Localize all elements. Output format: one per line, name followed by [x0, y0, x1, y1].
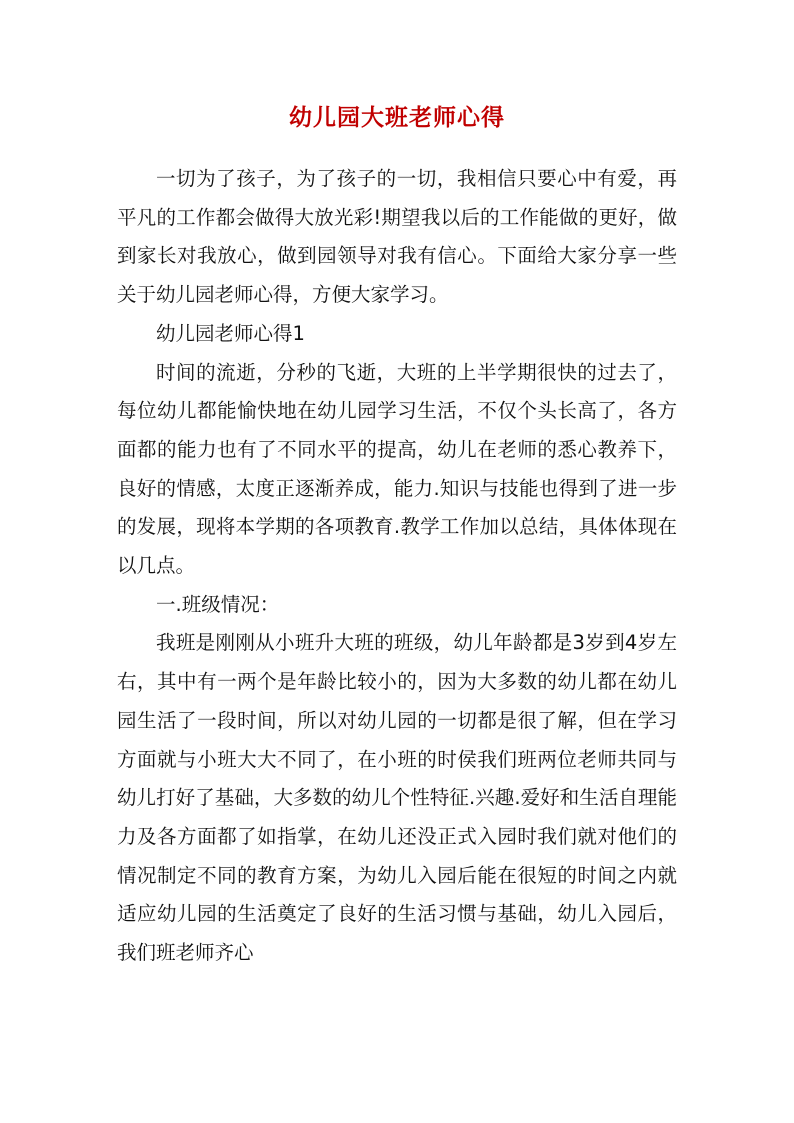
document-body [117, 160, 677, 973]
body-paragraph-1: 时间的流逝，分秒的飞逝，大班的上半学期很快的过去了，每位幼儿都能愉快地在幼儿园学习生活，不仅个头长高了，各方面都的能力也有了不同水平的提高，幼儿在老师的悉心教养下，良好的情感，太度正逐渐养成，能力.知识与技能也得到了进一步的发展，现将本学期的各项教育.教学工作加以总结，具体体现在以几点。 [117, 360, 677, 578]
subsection-heading-class-situation: 一.班级情况： [156, 592, 280, 616]
body-paragraph-2: 我班是刚刚从小班升大班的班级，幼儿年龄都是3岁到4岁左右，其中有一两个是年龄比较小的，因为大多数的幼儿都在幼儿园生活了一段时间，所以对幼儿园的一切都是很了解，但在学习方面就与小班大大不同了，在小班的时侯我们班两位老师共同与幼儿打好了基础，大多数的幼儿个性特征.兴趣.爱好和生活自理能力及各方面都了如指掌，在幼儿还没正式入园时我们就对他们的情况制定不同的教育方案，为幼儿入园后能在很短的时间之内就适应幼儿园的生活奠定了良好的生活习惯与基础，幼儿入园后，我们班老师齐心 [117, 631, 677, 965]
section-heading-1: 幼儿园老师心得1 [156, 321, 305, 345]
intro-paragraph: 一切为了孩子，为了孩子的一切，我相信只要心中有爱，再平凡的工作都会做得大放光彩!期望我以后的工作能做的更好，做到家长对我放心，做到园领导对我有信心。下面给大家分享一些关于幼儿园老师心得，方便大家学习。 [117, 167, 677, 307]
document-title: 幼儿园大班老师心得 [289, 104, 505, 131]
